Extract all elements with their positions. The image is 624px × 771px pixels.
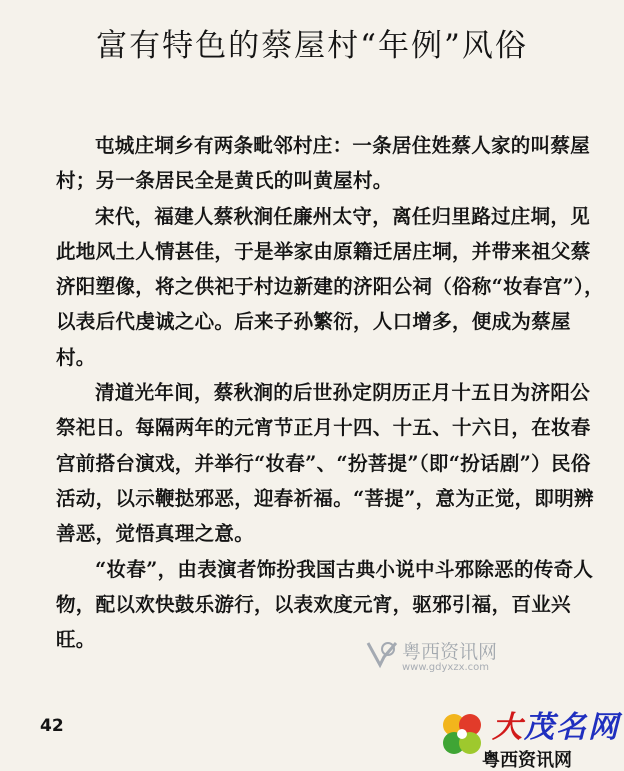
watermark-maoming — [434, 700, 624, 771]
site-logo-icon — [362, 635, 402, 675]
page-number: 42 — [40, 716, 64, 736]
watermark-gdyxzx — [362, 633, 562, 683]
watermark-site-url: www.gdyxzx.com — [402, 662, 490, 673]
watermark-site-name: 粤西资讯网 — [402, 641, 498, 663]
paragraph-4: “妆春”，由表演者饰扮我国古典小说中斗邪除恶的传奇人物，配以欢快鼓乐游行，以表欢度元宵，驱邪引福，百业兴旺。 — [56, 557, 594, 652]
watermark-site-name-large: 大茂名网 — [492, 710, 620, 745]
paragraph-3: 清道光年间，蔡秋涧的后世孙定阴历正月十五日为济阳公祭祀日。每隔两年的元宵节正月十四、十五、十六日，在妆春宫前搭台演戏，并举行“妆春”、“扮菩提”（即“扮话剧”）民俗活动，以示鞭挞邪恶，迎春祈福。“菩提”，意为正觉，即明辨善恶，觉悟真理之意。 — [56, 381, 594, 546]
paragraph-2: 宋代，福建人蔡秋涧任廉州太守，离任归里路过庄垌，见此地风土人情甚佳，于是举家由原籍迁居庄垌，并带来祖父蔡济阳塑像，将之供祀于村边新建的济阳公祠（俗称“妆春宫”），以表后代虔诚之心。后来子孙繁衍，人口增多，便成为蔡屋村。 — [56, 204, 604, 369]
paragraph-1: 屯城庄垌乡有两条毗邻村庄：一条居住姓蔡人家的叫蔡屋村；另一条居民全是黄氏的叫黄屋村。 — [56, 134, 591, 193]
article-body — [56, 128, 604, 657]
watermark-site-strip: 粤西资讯网 — [482, 750, 572, 768]
article-title: 富有特色的蔡屋村“年例”风俗 — [96, 28, 528, 64]
